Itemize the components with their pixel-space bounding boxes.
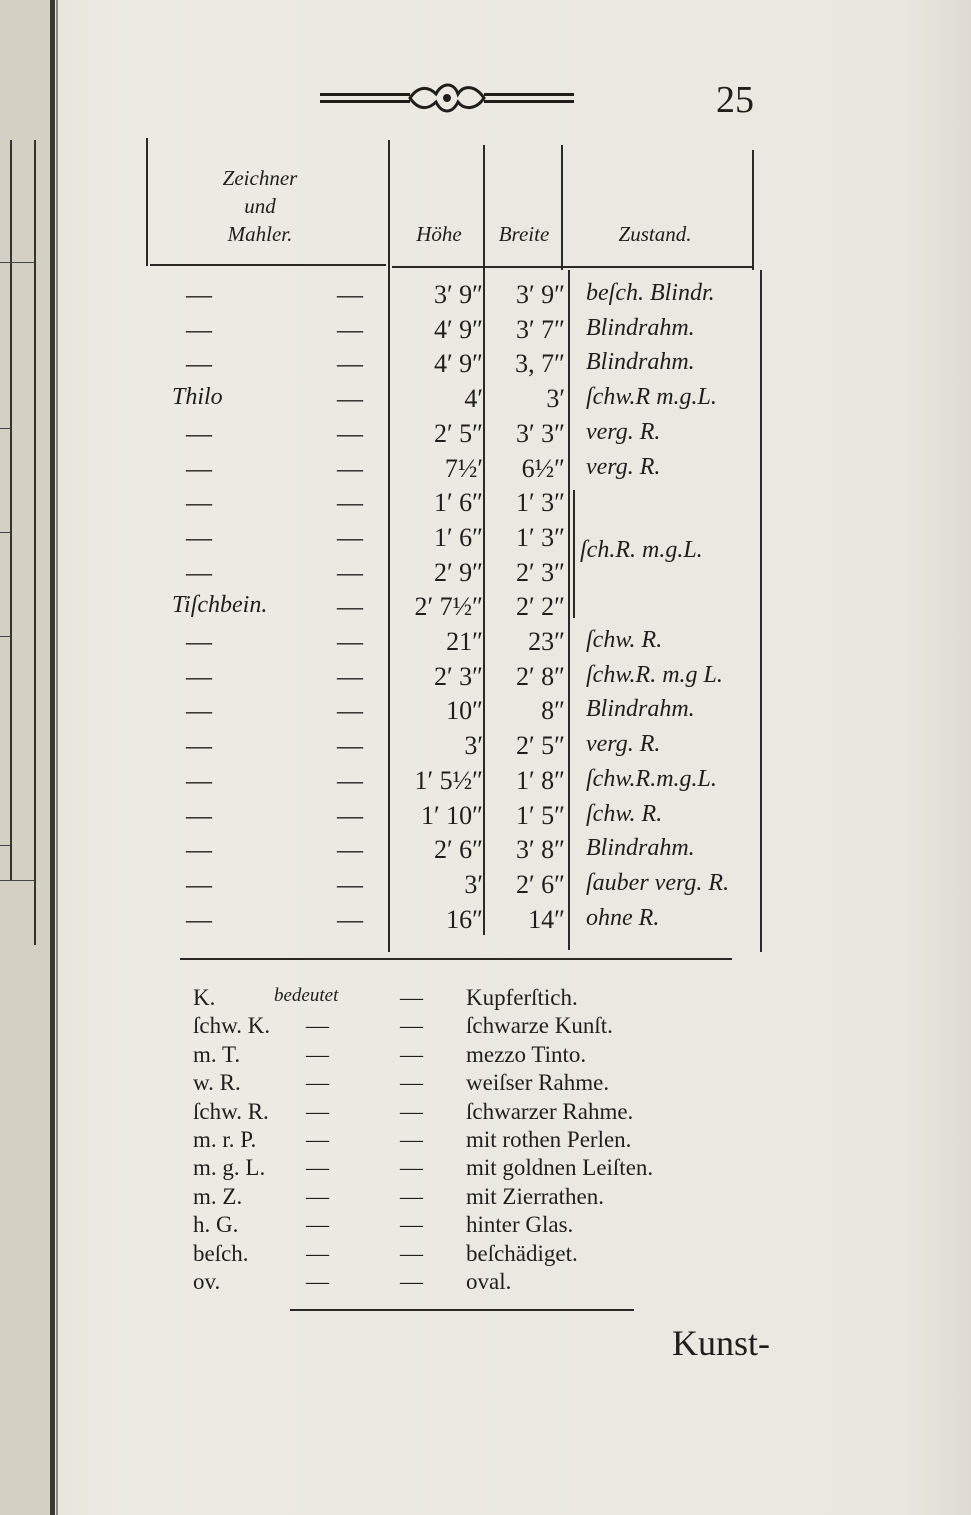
width-value: 1′ 8″ — [515, 765, 565, 795]
state-value: ſchw.R. m.g L. — [586, 661, 723, 688]
legend-row — [0, 1241, 971, 1269]
height-value: 16″ — [446, 904, 483, 934]
width-value: 2′ 5″ — [515, 731, 565, 761]
table-row — [0, 870, 971, 905]
ditto-mark: — — [186, 349, 212, 379]
state-value: ſchw. R. — [586, 800, 663, 827]
ditto-mark: — — [400, 985, 423, 1010]
height-value: 2′ 9″ — [433, 557, 483, 587]
height-value: 1′ 5½″ — [414, 765, 483, 795]
ditto-mark: — — [337, 765, 363, 795]
table-row — [0, 454, 971, 489]
column-header-maker-line: Zeichner — [222, 166, 298, 190]
legend-meaning: ſchwarzer Rahme. — [466, 1098, 634, 1124]
ditto-mark: — — [186, 765, 212, 795]
state-value: ſchw.R m.g.L. — [586, 384, 717, 411]
ditto-mark: — — [337, 418, 363, 448]
height-value: 2′ 5″ — [433, 418, 483, 448]
column-rule — [146, 138, 148, 266]
legend-meaning: mit rothen Perlen. — [466, 1127, 632, 1152]
ditto-mark: — — [306, 1183, 329, 1209]
ditto-mark: — — [306, 1013, 329, 1039]
legend-row — [0, 1070, 971, 1098]
maker-name: Thilo — [172, 384, 223, 411]
bracket-label: ſch.R. m.g.L. — [580, 537, 703, 563]
legend-meaning: hinter Glas. — [466, 1212, 574, 1238]
width-value: 2′ 6″ — [515, 869, 565, 899]
table-row — [0, 592, 971, 627]
column-header-maker — [190, 164, 330, 248]
height-value: 1′ 6″ — [433, 522, 483, 552]
column-header-height: Höhe — [416, 222, 462, 246]
column-header-maker-line: und — [244, 194, 276, 218]
legend-row — [0, 1155, 971, 1183]
width-value: 3′ — [546, 384, 565, 414]
ditto-mark: — — [337, 592, 363, 622]
ditto-mark: — — [306, 1098, 329, 1124]
ditto-mark: — — [306, 1240, 329, 1266]
width-value: 2′ 8″ — [515, 661, 565, 691]
state-value: verg. R. — [586, 731, 661, 758]
legend-row — [0, 1013, 971, 1041]
legend-row — [0, 985, 971, 1013]
ditto-mark: — — [337, 696, 363, 726]
width-value: 23″ — [528, 627, 565, 656]
header-ornament — [318, 80, 576, 116]
legend-abbreviation: w. R. — [193, 1070, 241, 1096]
width-value: 1′ 3″ — [515, 488, 565, 518]
ditto-mark: — — [337, 731, 363, 761]
ditto-mark: — — [186, 696, 212, 726]
legend-row — [0, 1269, 971, 1297]
legend-abbreviation: m. r. P. — [193, 1127, 257, 1152]
height-value: 2′ 3″ — [433, 661, 483, 691]
facing-page-tick — [0, 262, 34, 263]
ditto-mark: — — [186, 488, 212, 518]
ditto-mark: — — [186, 418, 212, 448]
column-rule — [561, 145, 563, 270]
table-row — [0, 731, 971, 766]
header-underline — [392, 266, 754, 268]
ditto-mark: — — [400, 1269, 423, 1294]
table-row — [0, 662, 971, 697]
width-value: 3′ 9″ — [515, 280, 565, 309]
table-row — [0, 280, 971, 315]
legend-row — [0, 1184, 971, 1212]
ditto-mark: — — [186, 869, 212, 899]
state-value: ſchw.R.m.g.L. — [586, 765, 717, 792]
height-value: 4′ 9″ — [433, 314, 483, 344]
height-value: 1′ 10″ — [420, 800, 483, 830]
ditto-mark: — — [186, 800, 212, 830]
legend-meaning: mit goldnen Leiſten. — [466, 1155, 654, 1181]
height-value: 3′ — [464, 869, 483, 899]
ditto-mark: — — [306, 1041, 329, 1067]
height-value: 4′ — [464, 384, 483, 414]
ditto-mark: — — [400, 1013, 423, 1039]
height-value: 3′ — [464, 731, 483, 761]
ditto-mark: — — [337, 488, 363, 518]
legend-abbreviation: h. G. — [193, 1212, 239, 1238]
ditto-mark: — — [337, 280, 363, 309]
ditto-mark: — — [186, 904, 212, 934]
width-value: 14″ — [528, 904, 565, 934]
ditto-mark: — — [337, 835, 363, 865]
height-value: 2′ 7½″ — [414, 592, 483, 622]
table-row — [0, 905, 971, 940]
table-row — [0, 488, 971, 523]
table-bottom-rule — [180, 958, 732, 960]
legend-abbreviation: ſchw. K. — [193, 1013, 271, 1039]
ditto-mark: — — [186, 557, 212, 587]
ditto-mark: — — [337, 904, 363, 934]
ditto-mark: — — [186, 661, 212, 691]
ditto-mark: — — [306, 1155, 329, 1181]
width-value: 3, 7″ — [515, 349, 565, 379]
table-row — [0, 419, 971, 454]
legend-meaning: ſchwarze Kunſt. — [466, 1013, 613, 1039]
ditto-mark: — — [337, 453, 363, 483]
ditto-mark: — — [186, 835, 212, 865]
legend-meaning: mezzo Tinto. — [466, 1041, 587, 1067]
legend-abbreviation: K. — [193, 985, 216, 1010]
ditto-mark: — — [186, 280, 212, 309]
column-header-width: Breite — [498, 222, 550, 246]
legend-row — [0, 1212, 971, 1240]
legend-meaning: mit Zierrathen. — [466, 1183, 604, 1209]
width-value: 1′ 5″ — [515, 800, 565, 830]
legend-abbreviation: m. T. — [193, 1041, 241, 1067]
height-value: 10″ — [446, 696, 483, 726]
height-value: 1′ 6″ — [433, 488, 483, 518]
ditto-mark: — — [400, 1212, 423, 1238]
table-row — [0, 627, 971, 662]
width-value: 8″ — [541, 696, 565, 726]
ditto-mark: — — [400, 1183, 423, 1209]
table-row — [0, 558, 971, 593]
state-value: ſauber verg. R. — [586, 869, 730, 896]
state-value: ohne R. — [586, 904, 660, 931]
table-row — [0, 384, 971, 419]
legend-row — [0, 1127, 971, 1155]
ditto-mark: — — [337, 314, 363, 344]
ditto-mark: — — [337, 627, 363, 656]
legend-meaning: weiſser Rahme. — [466, 1070, 610, 1096]
legend-row — [0, 1042, 971, 1070]
column-header-maker-line: Mahler. — [227, 222, 293, 246]
state-value: Blindrahm. — [586, 696, 695, 723]
table-row — [0, 835, 971, 870]
column-rule — [752, 150, 754, 270]
width-value: 3′ 7″ — [515, 314, 565, 344]
height-value: 4′ 9″ — [433, 349, 483, 379]
ditto-mark: — — [400, 1127, 423, 1152]
page-number: 25 — [716, 79, 754, 121]
legend-meaning: oval. — [466, 1269, 512, 1294]
width-value: 6½″ — [521, 453, 565, 483]
ditto-mark: — — [186, 453, 212, 483]
state-value: Blindrahm. — [586, 314, 695, 341]
ditto-mark: — — [337, 349, 363, 379]
maker-name: Tiſchbein. — [172, 592, 268, 619]
catchword: Kunst- — [672, 1323, 770, 1363]
ditto-mark: — — [337, 869, 363, 899]
ditto-mark: — — [306, 1070, 329, 1096]
header-underline — [150, 264, 386, 266]
ditto-mark: — — [400, 1240, 423, 1266]
width-value: 3′ 3″ — [515, 418, 565, 448]
height-value: 21″ — [446, 627, 483, 656]
state-value: beſch. Blindr. — [586, 280, 715, 306]
table-row — [0, 696, 971, 731]
legend-abbreviation: ov. — [193, 1269, 221, 1294]
height-value: 2′ 6″ — [433, 835, 483, 865]
ditto-mark: — — [186, 627, 212, 656]
legend-abbreviation: beſch. — [193, 1240, 249, 1266]
table-row — [0, 349, 971, 384]
column-header-state: Zustand. — [618, 222, 692, 246]
state-value: verg. R. — [586, 418, 661, 445]
table-row — [0, 315, 971, 350]
ditto-mark: — — [400, 1041, 423, 1067]
ditto-mark: — — [186, 731, 212, 761]
ditto-mark: — — [186, 314, 212, 344]
state-value: Blindrahm. — [586, 835, 695, 862]
ditto-mark: — — [306, 1269, 329, 1294]
table-row — [0, 766, 971, 801]
ditto-mark: — — [186, 522, 212, 552]
ditto-mark: — — [400, 1155, 423, 1181]
legend-abbreviation: m. g. L. — [193, 1155, 266, 1181]
legend-meaning: beſchädiget. — [466, 1240, 578, 1266]
legend-abbreviation: m. Z. — [193, 1183, 243, 1209]
state-value: verg. R. — [586, 453, 661, 480]
ditto-mark: — — [306, 1127, 329, 1152]
ditto-mark: — — [400, 1098, 423, 1124]
state-value: Blindrahm. — [586, 349, 695, 376]
height-value: 7½′ — [444, 453, 483, 483]
ditto-mark: — — [306, 1212, 329, 1238]
table-row — [0, 801, 971, 836]
ditto-mark: — — [337, 661, 363, 691]
width-value: 2′ 2″ — [515, 592, 565, 622]
ditto-mark: — — [337, 522, 363, 552]
width-value: 1′ 3″ — [515, 522, 565, 552]
ditto-mark: — — [337, 384, 363, 414]
ditto-mark: — — [400, 1070, 423, 1096]
width-value: 3′ 8″ — [515, 835, 565, 865]
table-row — [0, 523, 971, 558]
ditto-mark: — — [337, 800, 363, 830]
legend-abbreviation: ſchw. R. — [193, 1098, 269, 1124]
legend-means-word: bedeutet — [274, 985, 339, 1006]
legend-bottom-rule — [290, 1309, 634, 1311]
width-value: 2′ 3″ — [515, 557, 565, 587]
legend-meaning: Kupferſtich. — [466, 985, 578, 1010]
ditto-mark: — — [337, 557, 363, 587]
state-value: ſchw. R. — [586, 627, 663, 653]
height-value: 3′ 9″ — [433, 280, 483, 309]
legend-row — [0, 1099, 971, 1127]
